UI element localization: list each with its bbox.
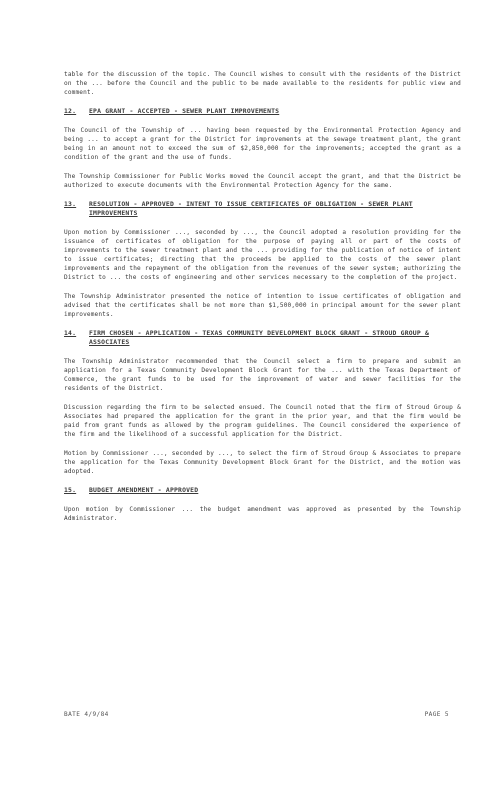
page-number: PAGE 5 <box>424 711 449 718</box>
section-heading-12 <box>64 107 461 116</box>
section-12-paragraph-1: The Council of the Township of ... having been requested by the Environmental Protection Agency and being ... to accept a grant for the District for improvements at the sewage treatment plant, the grant being in an amount not to exceed the sum of $2,850,000 for the improvements; accepted the grant as a condition of the grant and the use of funds. <box>64 127 461 161</box>
section-14-paragraph-3: Motion by Commissioner ..., seconded by ..., to select the firm of Stroud Group & Associates to prepare the application for the Texas Community Development Block Grant for the District, and the motion was adopted. <box>64 450 461 475</box>
section-13-paragraph-1: Upon motion by Commissioner ..., seconded by ..., the Council adopted a resolution providing for the issuance of certificates of obligation for the purpose of paying all or part of the costs of improvements to the sewer treatment plant and the ... providing for the publication of notice of intent to issue certificates; directing that the proceeds be applied to the costs of the sewer plant improvements and the repayment of the obligation from the revenues of the sewer system; authorizing the District to ... the costs of engineering and other services necessary to the completion of the project. <box>64 229 461 281</box>
section-heading-13 <box>64 200 461 218</box>
section-number: 14. <box>64 329 77 337</box>
section-title: RESOLUTION - APPROVED - INTENT TO ISSUE CERTIFICATES OF OBLIGATION - SEWER PLANT IMPROVEMENTS <box>89 200 413 217</box>
section-heading-14 <box>64 329 461 347</box>
section-title: EPA GRANT - ACCEPTED - SEWER PLANT IMPROVEMENTS <box>89 107 280 115</box>
footer-date: BATE 4/9/84 <box>64 711 109 718</box>
section-number: 12. <box>64 107 77 115</box>
page-footer <box>64 711 449 718</box>
section-12-paragraph-2: The Township Commissioner for Public Works moved the Council accept the grant, and that the District be authorized to execute documents with the Environmental Protection Agency for the same. <box>64 173 461 189</box>
intro-paragraph: table for the discussion of the topic. The Council wishes to consult with the residents of the District on the ... before the Council and the public to be made available to the residents for public view and comment. <box>64 71 461 96</box>
section-number: 13. <box>64 200 77 208</box>
section-13-paragraph-2: The Township Administrator presented the notice of intention to issue certificates of obligation and advised that the certificates shall be not more than $1,500,000 in principal amount for the sewer plant improvements. <box>64 293 461 318</box>
section-14-paragraph-2: Discussion regarding the firm to be selected ensued. The Council noted that the firm of Stroud Group & Associates had prepared the application for the grant in the prior year, and that the firm would be paid from grant funds as allowed by the program guidelines. The Council considered the experience of the firm and the likelihood of a successful application for the District. <box>64 404 461 438</box>
section-14-paragraph-1: The Township Administrator recommended that the Council select a firm to prepare and submit an application for a Texas Community Development Block Grant for the ... with the Texas Department of Commerce, the grant funds to be used for the improvement of water and sewer facilities for the residents of the District. <box>64 358 461 392</box>
section-15-paragraph-1: Upon motion by Commissioner ... the budget amendment was approved as presented by the Township Administrator. <box>64 506 461 522</box>
section-title: BUDGET AMENDMENT - APPROVED <box>89 486 199 494</box>
section-heading-15 <box>64 486 461 495</box>
section-title: FIRM CHOSEN - APPLICATION - TEXAS COMMUNITY DEVELOPMENT BLOCK GRANT - STROUD GROUP & ASSOCIATES <box>89 329 429 346</box>
section-number: 15. <box>64 486 77 494</box>
